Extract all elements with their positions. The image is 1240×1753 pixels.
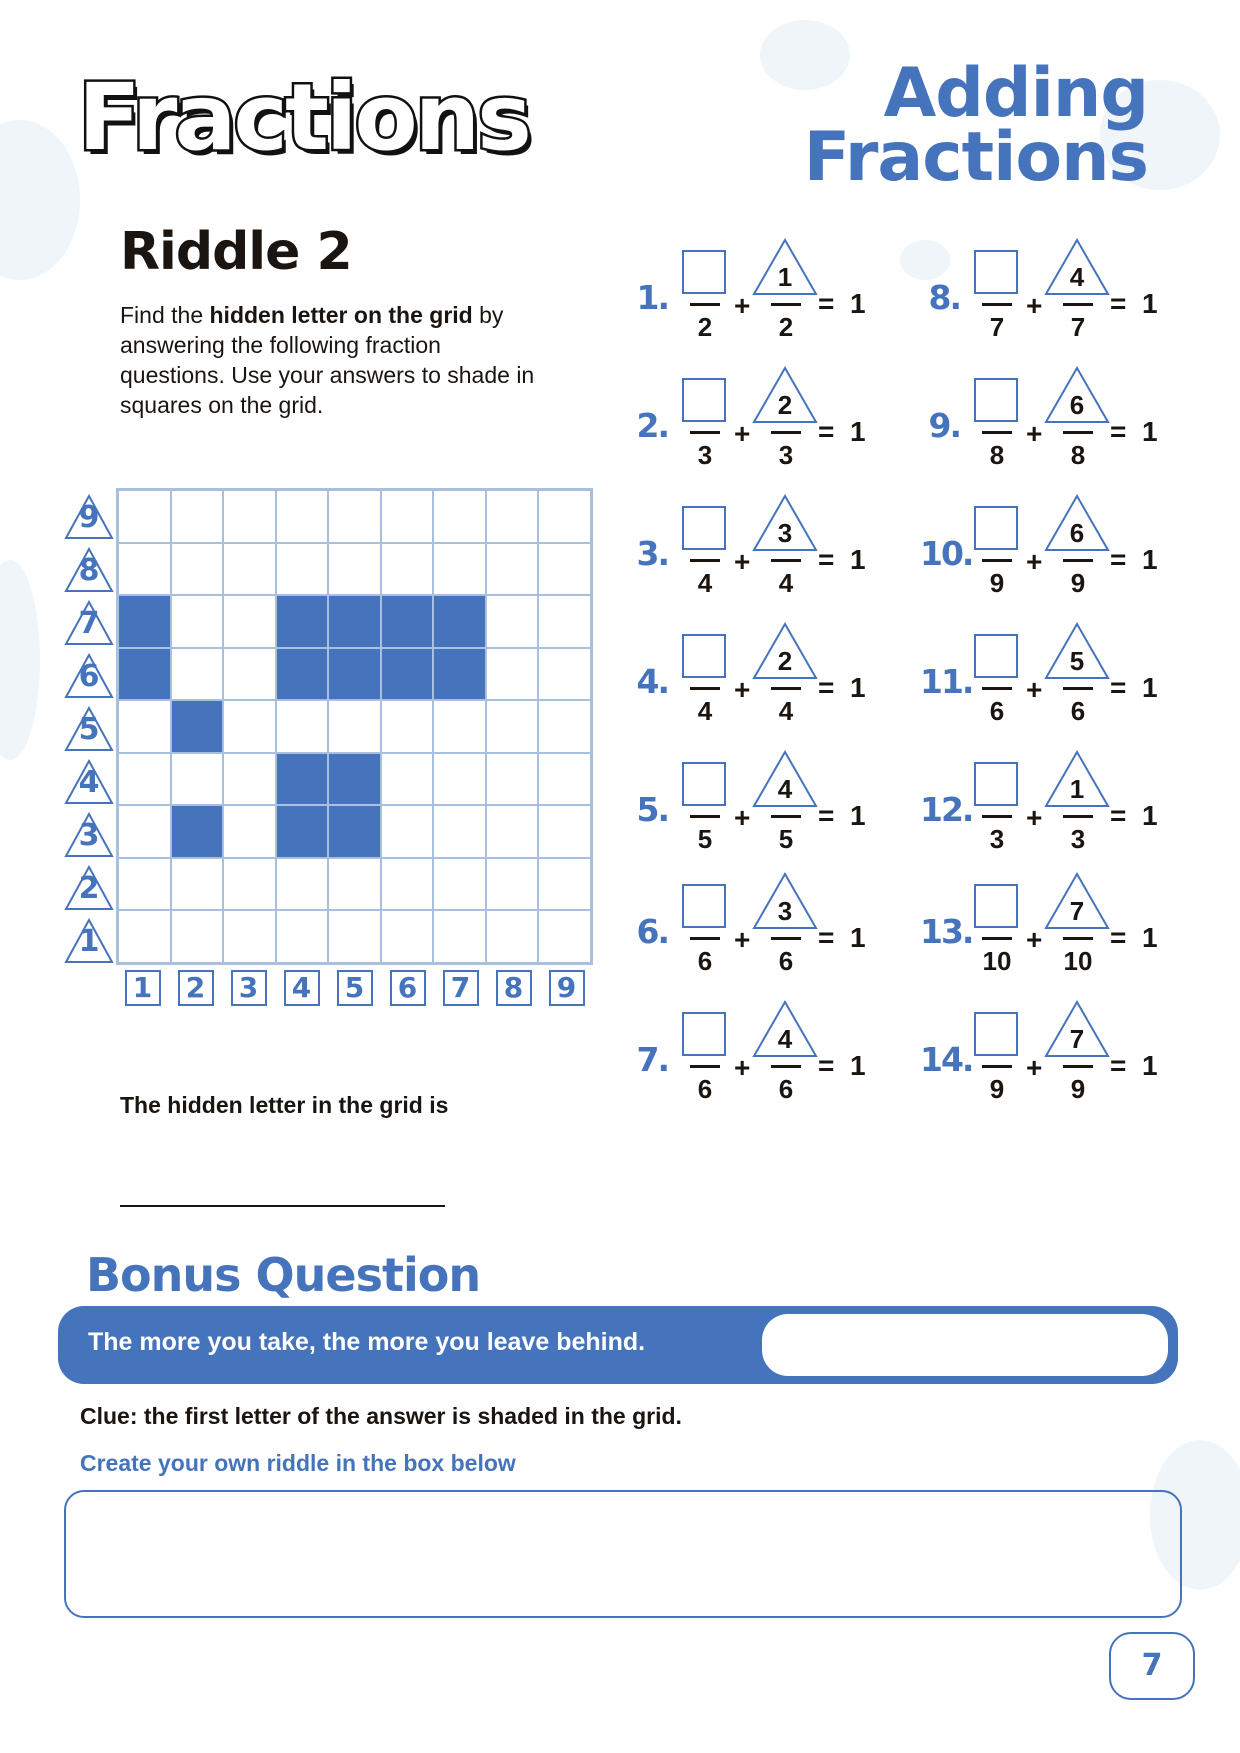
bonus-title: Bonus Question — [86, 1248, 481, 1302]
triangle-denominator: 10 — [1063, 946, 1093, 976]
question-9 — [920, 360, 1160, 470]
equals-sign: = — [818, 288, 835, 319]
result-value: 1 — [1142, 672, 1158, 703]
box-denominator: 10 — [982, 946, 1012, 976]
column-label — [116, 970, 169, 1014]
page-number: 7 — [1109, 1632, 1195, 1700]
plus-sign: + — [734, 674, 751, 705]
fraction-bar — [690, 559, 720, 562]
column-label — [381, 970, 434, 1014]
grid-cell[interactable] — [328, 543, 381, 596]
triangle-numerator: 7 — [1069, 1024, 1085, 1054]
grid-cell[interactable] — [223, 595, 276, 648]
equals-sign: = — [1110, 1050, 1127, 1081]
row-label-number: 7 — [78, 606, 100, 641]
grid-cell[interactable] — [486, 543, 539, 596]
create-riddle-prompt: Create your own riddle in the box below — [80, 1450, 516, 1476]
column-label-number: 7 — [443, 970, 479, 1006]
fraction-bar — [1063, 303, 1093, 306]
grid-cell-shaded[interactable] — [381, 648, 434, 701]
triangle-numerator: 4 — [1069, 262, 1085, 292]
grid-cell[interactable] — [381, 910, 434, 963]
answer-box[interactable] — [682, 1012, 726, 1056]
grid-cell[interactable] — [171, 910, 224, 963]
grid-cell[interactable] — [328, 858, 381, 911]
plus-sign: + — [1026, 418, 1043, 449]
fraction-bar — [771, 687, 801, 690]
result-value: 1 — [850, 800, 866, 831]
grid-cell[interactable] — [223, 910, 276, 963]
fraction-bar — [771, 815, 801, 818]
fraction-bar — [982, 559, 1012, 562]
topic-title-line1: Adding — [883, 54, 1148, 133]
grid-cell[interactable] — [538, 805, 591, 858]
fraction-bar — [771, 937, 801, 940]
result-value: 1 — [850, 544, 866, 575]
answer-box[interactable] — [974, 250, 1018, 294]
fraction-bar — [982, 1065, 1012, 1068]
triangle-denominator: 7 — [1070, 312, 1086, 342]
grid-cell[interactable] — [381, 805, 434, 858]
hidden-letter-prompt: The hidden letter in the grid is — [120, 1092, 449, 1118]
box-denominator: 3 — [989, 824, 1005, 854]
plus-sign: + — [1026, 802, 1043, 833]
fraction-bar — [1063, 687, 1093, 690]
plus-sign: + — [734, 546, 751, 577]
plus-sign: + — [734, 290, 751, 321]
row-label — [62, 859, 118, 912]
grid-cell[interactable] — [433, 753, 486, 806]
bonus-riddle-banner — [58, 1306, 1178, 1384]
grid-cell[interactable] — [486, 753, 539, 806]
row-label — [62, 753, 118, 806]
fraction-bar — [1063, 815, 1093, 818]
riddle-title: Riddle 2 — [120, 222, 352, 282]
instructions-part2: by answering the following fraction questions. Use your answers to shade in squares on the grid. — [120, 302, 535, 418]
answer-box[interactable] — [682, 250, 726, 294]
hidden-letter-answer-line[interactable] — [120, 1205, 445, 1207]
question-number: 14. — [920, 1040, 973, 1079]
grid-cell[interactable] — [486, 700, 539, 753]
row-label-number: 6 — [78, 659, 100, 694]
box-denominator: 6 — [697, 1074, 713, 1104]
column-label-number: 9 — [549, 970, 585, 1006]
grid-cell[interactable] — [171, 543, 224, 596]
result-value: 1 — [850, 416, 866, 447]
grid-cell[interactable] — [433, 543, 486, 596]
grid-cell[interactable] — [223, 753, 276, 806]
fraction-bar — [1063, 1065, 1093, 1068]
answer-box[interactable] — [682, 506, 726, 550]
column-label-number: 1 — [125, 970, 161, 1006]
grid-cell[interactable] — [328, 490, 381, 543]
grid-cell[interactable] — [223, 543, 276, 596]
question-number: 13. — [920, 912, 973, 951]
fraction-bar — [690, 1065, 720, 1068]
triangle-numerator: 2 — [777, 646, 793, 676]
question-5 — [628, 744, 868, 854]
fraction-bar — [690, 815, 720, 818]
grid-cell[interactable] — [171, 648, 224, 701]
row-label-number: 9 — [78, 500, 100, 535]
grid-cell[interactable] — [381, 490, 434, 543]
equals-sign: = — [1110, 800, 1127, 831]
row-label-number: 4 — [78, 765, 100, 800]
grid-cell[interactable] — [223, 858, 276, 911]
grid-cell[interactable] — [171, 490, 224, 543]
equals-sign: = — [1110, 544, 1127, 575]
plus-sign: + — [734, 1052, 751, 1083]
equals-sign: = — [818, 416, 835, 447]
triangle-denominator: 8 — [1070, 440, 1086, 470]
triangle-numerator: 3 — [777, 896, 793, 926]
fraction-bar — [771, 559, 801, 562]
plus-sign: + — [1026, 290, 1043, 321]
result-value: 1 — [1142, 544, 1158, 575]
triangle-denominator: 2 — [778, 312, 794, 342]
question-number: 8. — [928, 278, 960, 317]
grid-cell[interactable] — [381, 700, 434, 753]
grid-cell[interactable] — [538, 543, 591, 596]
triangle-numerator: 6 — [1069, 390, 1085, 420]
column-label — [434, 970, 487, 1014]
grid-cell[interactable] — [433, 805, 486, 858]
grid-cell[interactable] — [381, 543, 434, 596]
grid-cell[interactable] — [538, 858, 591, 911]
grid-cell[interactable] — [171, 595, 224, 648]
grid-cell[interactable] — [223, 700, 276, 753]
grid-cell-shaded[interactable] — [328, 753, 381, 806]
grid-cell[interactable] — [276, 490, 329, 543]
question-3 — [628, 488, 868, 598]
row-label — [62, 541, 118, 594]
row-label — [62, 806, 118, 859]
fraction-bar — [1063, 559, 1093, 562]
question-number: 9. — [928, 406, 960, 445]
grid-row-labels — [62, 488, 118, 965]
grid-cell[interactable] — [171, 753, 224, 806]
grid-cell[interactable] — [223, 805, 276, 858]
result-value: 1 — [1142, 800, 1158, 831]
grid-cell[interactable] — [118, 753, 171, 806]
own-riddle-box[interactable] — [64, 1490, 1182, 1618]
box-denominator: 7 — [989, 312, 1005, 342]
row-label-number: 3 — [78, 818, 100, 853]
bonus-answer-field[interactable] — [762, 1314, 1168, 1376]
grid-cell[interactable] — [276, 858, 329, 911]
column-label-number: 8 — [496, 970, 532, 1006]
column-label-number: 3 — [231, 970, 267, 1006]
box-denominator: 4 — [697, 568, 713, 598]
answer-box[interactable] — [682, 884, 726, 928]
grid-cell[interactable] — [433, 700, 486, 753]
question-number: 7. — [636, 1040, 668, 1079]
grid-cell[interactable] — [433, 858, 486, 911]
plus-sign: + — [734, 924, 751, 955]
question-14 — [920, 994, 1160, 1104]
grid-cell-shaded[interactable] — [433, 648, 486, 701]
column-label — [275, 970, 328, 1014]
grid-cell-shaded[interactable] — [328, 805, 381, 858]
row-label — [62, 647, 118, 700]
grid-cell-shaded[interactable] — [118, 648, 171, 701]
question-6 — [628, 866, 868, 976]
grid-cell-shaded[interactable] — [276, 595, 329, 648]
triangle-denominator: 6 — [778, 946, 794, 976]
question-number: 6. — [636, 912, 668, 951]
instructions-part1: Find the — [120, 302, 210, 328]
fraction-bar — [771, 431, 801, 434]
triangle-denominator: 9 — [1070, 1074, 1086, 1104]
triangle-numerator: 1 — [777, 262, 793, 292]
box-denominator: 9 — [989, 568, 1005, 598]
column-label — [169, 970, 222, 1014]
row-label — [62, 488, 118, 541]
column-label-number: 5 — [337, 970, 373, 1006]
question-10 — [920, 488, 1160, 598]
grid-cell[interactable] — [433, 910, 486, 963]
triangle-numerator: 4 — [777, 774, 793, 804]
brand-title: Fractions — [78, 64, 529, 171]
question-number: 12. — [920, 790, 973, 829]
question-8 — [920, 232, 1160, 342]
fraction-bar — [982, 937, 1012, 940]
grid-cell-shaded[interactable] — [276, 648, 329, 701]
question-1 — [628, 232, 868, 342]
answer-box[interactable] — [974, 506, 1018, 550]
row-label-number: 8 — [78, 553, 100, 588]
result-value: 1 — [1142, 416, 1158, 447]
topic-title-line2: Fractions — [803, 118, 1148, 197]
grid-cell[interactable] — [433, 490, 486, 543]
answer-box[interactable] — [974, 378, 1018, 422]
box-denominator: 8 — [989, 440, 1005, 470]
grid-cell[interactable] — [118, 543, 171, 596]
box-denominator: 2 — [697, 312, 713, 342]
row-label — [62, 594, 118, 647]
column-label-number: 4 — [284, 970, 320, 1006]
column-label-number: 6 — [390, 970, 426, 1006]
question-number: 4. — [636, 662, 668, 701]
triangle-numerator: 4 — [777, 1024, 793, 1054]
triangle-denominator: 4 — [778, 696, 794, 726]
plus-sign: + — [1026, 546, 1043, 577]
grid-cell-shaded[interactable] — [276, 753, 329, 806]
result-value: 1 — [1142, 1050, 1158, 1081]
answer-box[interactable] — [974, 1012, 1018, 1056]
plus-sign: + — [1026, 1052, 1043, 1083]
triangle-numerator: 5 — [1069, 646, 1085, 676]
column-label — [222, 970, 275, 1014]
grid-cell[interactable] — [276, 910, 329, 963]
equals-sign: = — [818, 544, 835, 575]
result-value: 1 — [850, 288, 866, 319]
grid-cell[interactable] — [538, 595, 591, 648]
grid-cell-shaded[interactable] — [328, 648, 381, 701]
grid-cell[interactable] — [381, 753, 434, 806]
grid-column-labels — [116, 970, 593, 1014]
fraction-bar — [1063, 937, 1093, 940]
question-number: 11. — [920, 662, 973, 701]
column-label — [540, 970, 593, 1014]
grid-cell[interactable] — [538, 490, 591, 543]
equals-sign: = — [1110, 922, 1127, 953]
box-denominator: 5 — [697, 824, 713, 854]
instructions-bold: hidden letter on the grid — [209, 302, 473, 328]
triangle-numerator: 2 — [777, 390, 793, 420]
plus-sign: + — [1026, 924, 1043, 955]
grid-cell[interactable] — [538, 648, 591, 701]
result-value: 1 — [1142, 922, 1158, 953]
grid-cell-shaded[interactable] — [328, 595, 381, 648]
column-label-number: 2 — [178, 970, 214, 1006]
triangle-denominator: 5 — [778, 824, 794, 854]
paint-splash — [0, 120, 80, 280]
result-value: 1 — [850, 922, 866, 953]
triangle-numerator: 6 — [1069, 518, 1085, 548]
grid-cell[interactable] — [486, 595, 539, 648]
question-number: 5. — [636, 790, 668, 829]
grid-cell[interactable] — [223, 490, 276, 543]
bonus-riddle-text: The more you take, the more you leave behind. — [88, 1328, 646, 1356]
grid-cell[interactable] — [486, 805, 539, 858]
question-number: 2. — [636, 406, 668, 445]
answer-box[interactable] — [682, 762, 726, 806]
equals-sign: = — [818, 800, 835, 831]
triangle-numerator: 1 — [1069, 774, 1085, 804]
grid-cell-shaded[interactable] — [171, 700, 224, 753]
grid-cell[interactable] — [328, 700, 381, 753]
equals-sign: = — [818, 672, 835, 703]
fraction-bar — [982, 815, 1012, 818]
answer-box[interactable] — [974, 884, 1018, 928]
grid-cell[interactable] — [328, 910, 381, 963]
fraction-bar — [1063, 431, 1093, 434]
box-denominator: 3 — [697, 440, 713, 470]
grid-cell[interactable] — [276, 543, 329, 596]
grid-cell-shaded[interactable] — [381, 595, 434, 648]
grid-cell[interactable] — [118, 805, 171, 858]
fraction-bar — [982, 303, 1012, 306]
triangle-denominator: 4 — [778, 568, 794, 598]
bonus-clue: Clue: the first letter of the answer is shaded in the grid. — [80, 1403, 682, 1429]
fraction-bar — [982, 431, 1012, 434]
grid-cell[interactable] — [276, 700, 329, 753]
grid-cell[interactable] — [538, 700, 591, 753]
result-value: 1 — [850, 672, 866, 703]
fraction-bar — [771, 1065, 801, 1068]
answer-box[interactable] — [974, 634, 1018, 678]
result-value: 1 — [1142, 288, 1158, 319]
grid-cell[interactable] — [486, 490, 539, 543]
triangle-numerator: 7 — [1069, 896, 1085, 926]
question-13 — [920, 866, 1160, 976]
grid-cell[interactable] — [171, 858, 224, 911]
column-label — [328, 970, 381, 1014]
plus-sign: + — [734, 802, 751, 833]
grid-cell[interactable] — [538, 910, 591, 963]
fraction-bar — [690, 303, 720, 306]
grid-cell[interactable] — [381, 858, 434, 911]
grid-cell[interactable] — [118, 490, 171, 543]
grid-cell[interactable] — [118, 700, 171, 753]
grid-cell[interactable] — [486, 858, 539, 911]
riddle-instructions — [120, 300, 540, 420]
question-number: 1. — [636, 278, 668, 317]
triangle-denominator: 9 — [1070, 568, 1086, 598]
triangle-denominator: 6 — [778, 1074, 794, 1104]
equals-sign: = — [818, 1050, 835, 1081]
box-denominator: 4 — [697, 696, 713, 726]
fraction-bar — [982, 687, 1012, 690]
equals-sign: = — [1110, 672, 1127, 703]
fraction-bar — [771, 303, 801, 306]
fraction-bar — [690, 687, 720, 690]
question-number: 3. — [636, 534, 668, 573]
fraction-bar — [690, 937, 720, 940]
grid-cell-shaded[interactable] — [433, 595, 486, 648]
grid-cell[interactable] — [486, 648, 539, 701]
result-value: 1 — [850, 1050, 866, 1081]
triangle-denominator: 6 — [1070, 696, 1086, 726]
row-label — [62, 700, 118, 753]
equals-sign: = — [1110, 416, 1127, 447]
box-denominator: 9 — [989, 1074, 1005, 1104]
grid-cell[interactable] — [486, 910, 539, 963]
answer-box[interactable] — [682, 634, 726, 678]
grid-cell-shaded[interactable] — [171, 805, 224, 858]
topic-title — [803, 54, 1148, 197]
column-label — [487, 970, 540, 1014]
grid-cell-shaded[interactable] — [276, 805, 329, 858]
triangle-denominator: 3 — [778, 440, 794, 470]
box-denominator: 6 — [989, 696, 1005, 726]
answer-box[interactable] — [682, 378, 726, 422]
shading-grid — [116, 488, 593, 965]
question-11 — [920, 616, 1160, 726]
triangle-numerator: 3 — [777, 518, 793, 548]
grid-cell[interactable] — [538, 753, 591, 806]
question-2 — [628, 360, 868, 470]
plus-sign: + — [1026, 674, 1043, 705]
answer-box[interactable] — [974, 762, 1018, 806]
box-denominator: 6 — [697, 946, 713, 976]
grid-cell[interactable] — [118, 910, 171, 963]
question-4 — [628, 616, 868, 726]
equals-sign: = — [1110, 288, 1127, 319]
grid-cell[interactable] — [118, 858, 171, 911]
question-12 — [920, 744, 1160, 854]
grid-cell[interactable] — [223, 648, 276, 701]
paint-splash — [0, 560, 40, 760]
plus-sign: + — [734, 418, 751, 449]
question-number: 10. — [920, 534, 973, 573]
row-label-number: 2 — [78, 871, 100, 906]
triangle-denominator: 3 — [1070, 824, 1086, 854]
grid-cell-shaded[interactable] — [118, 595, 171, 648]
fraction-bar — [690, 431, 720, 434]
question-7 — [628, 994, 868, 1104]
row-label-number: 5 — [78, 712, 100, 747]
equals-sign: = — [818, 922, 835, 953]
row-label-number: 1 — [78, 924, 100, 959]
row-label — [62, 912, 118, 965]
